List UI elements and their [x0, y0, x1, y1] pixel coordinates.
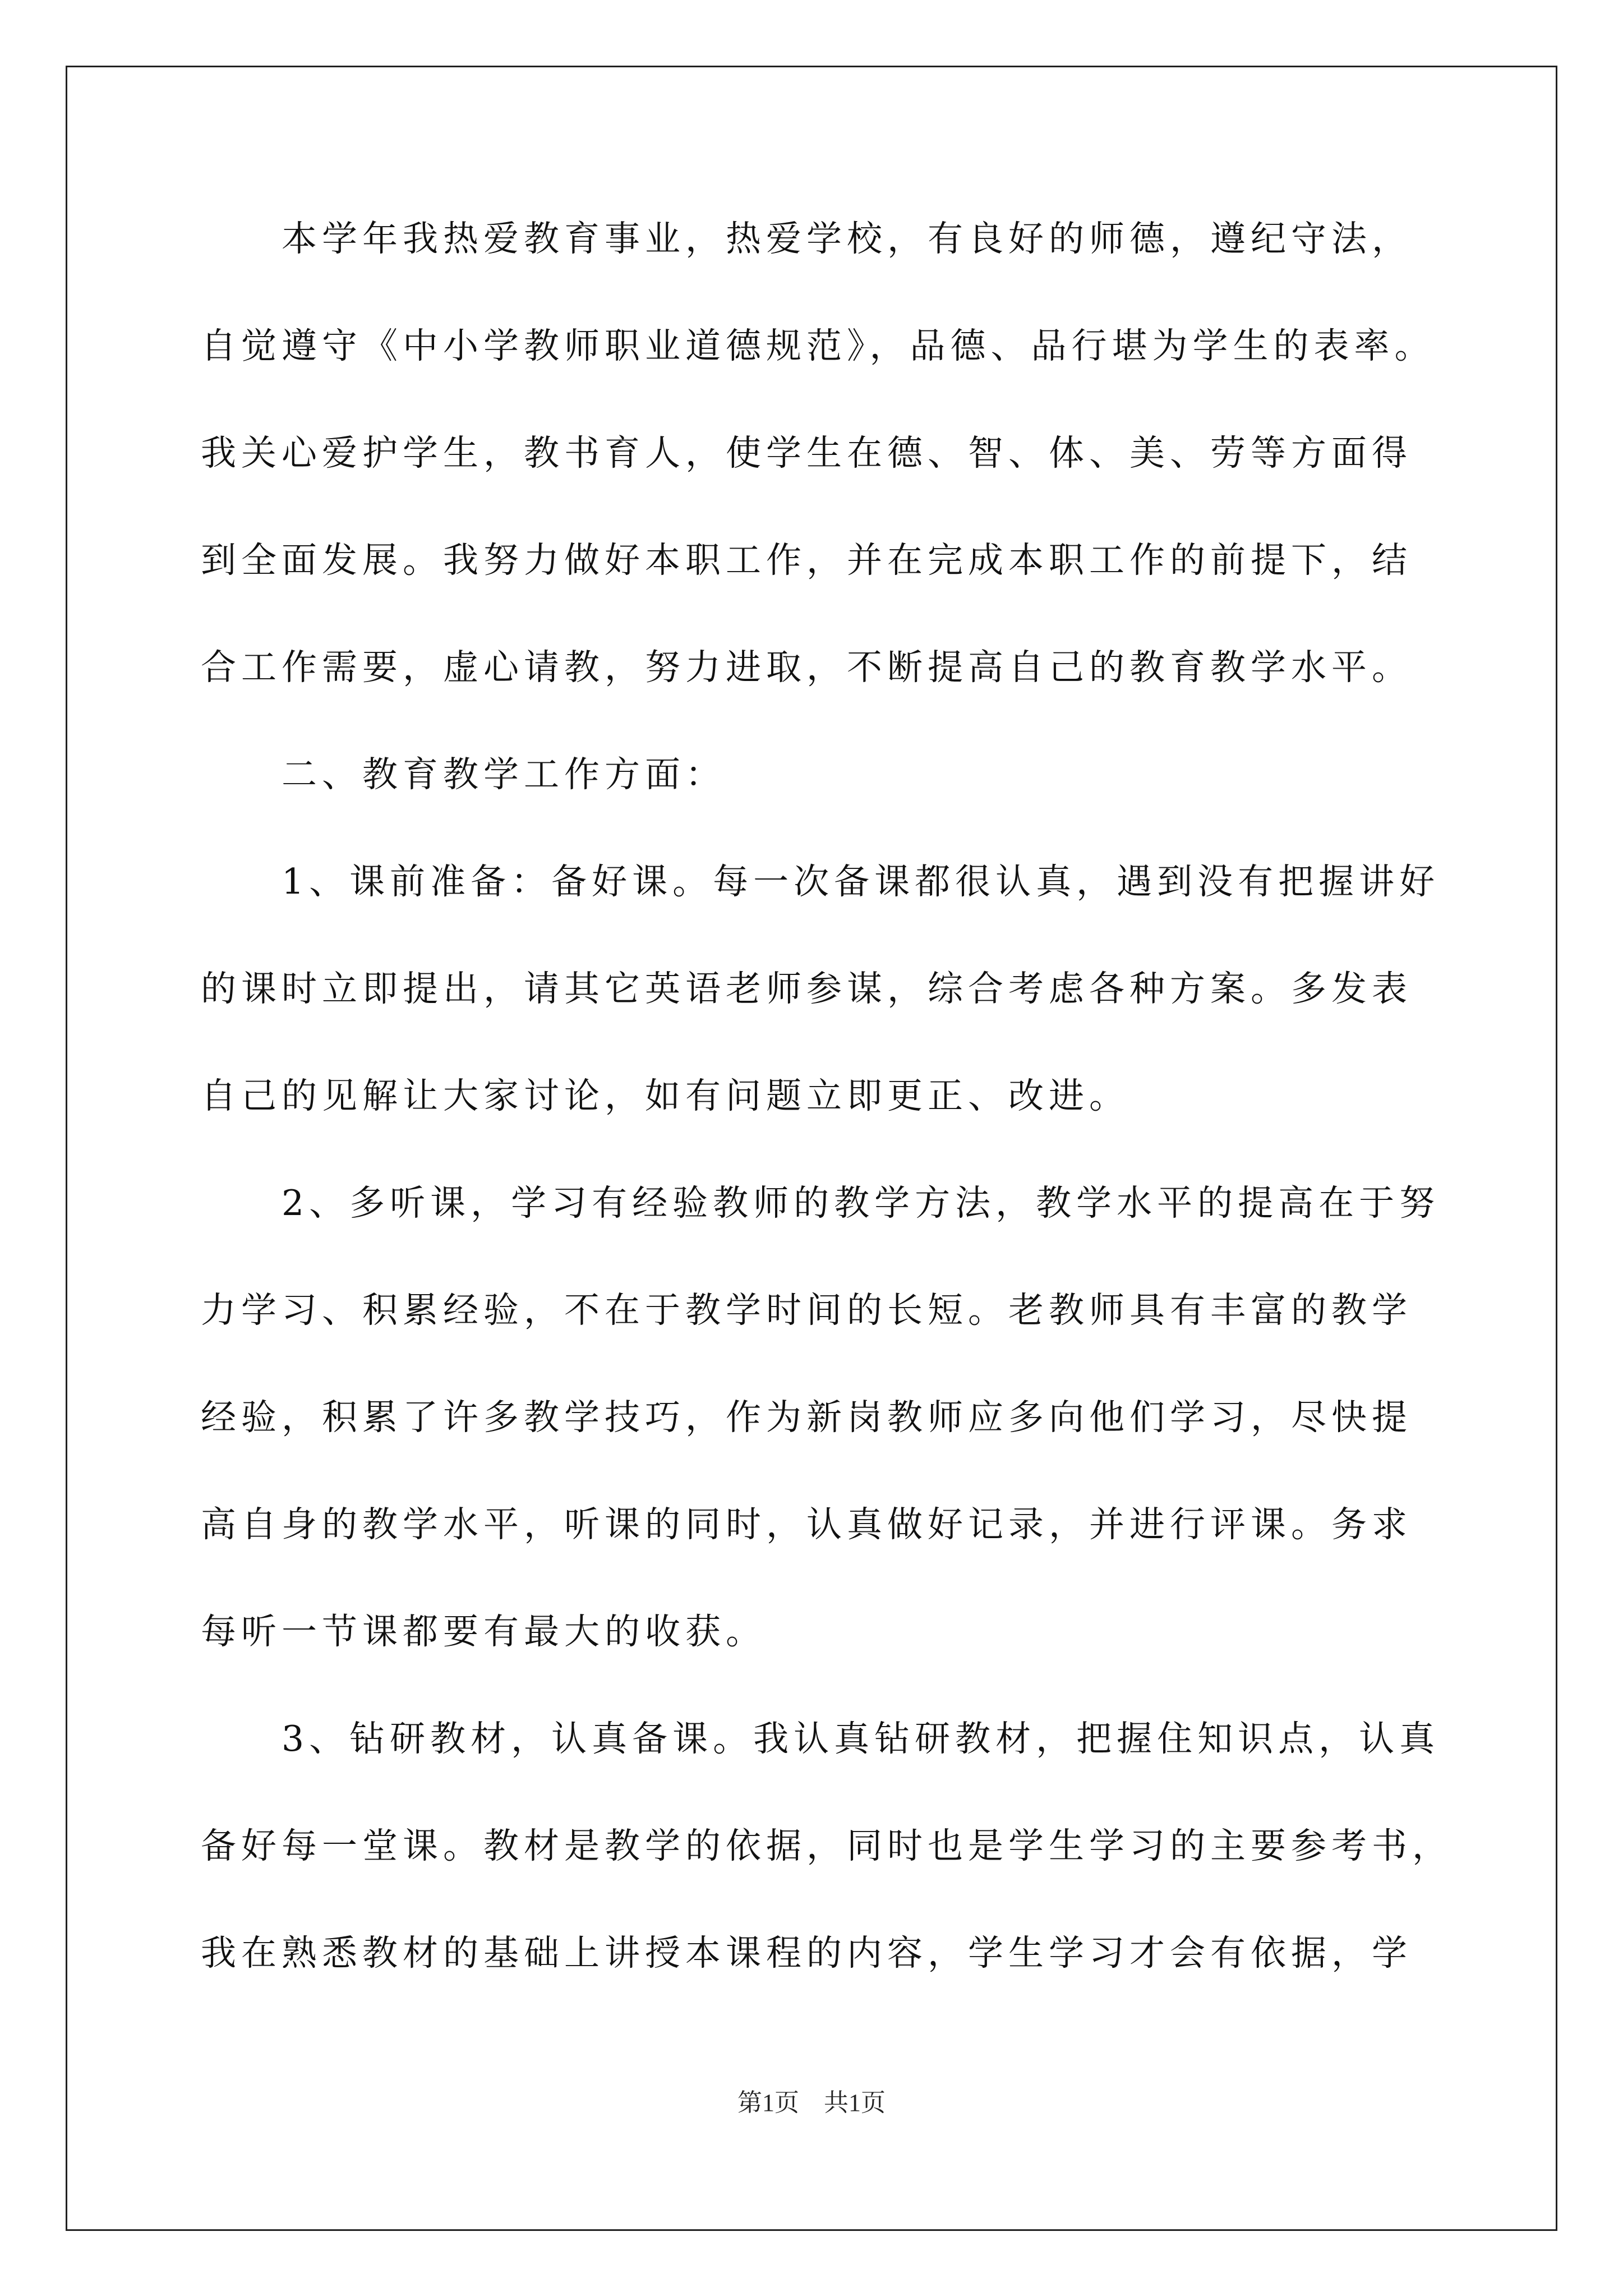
- text-line: 高自身的教学水平，听课的同时，认真做好记录，并进行评课。务求: [201, 1504, 1412, 1545]
- text-line: 自觉遵守《中小学教师职业道德规范》，品德、品行堪为学生的表率。: [201, 325, 1435, 366]
- text-line: 力学习、积累经验，不在于教学时间的长短。老教师具有丰富的教学: [201, 1290, 1412, 1331]
- text-line: 每听一节课都要有最大的收获。: [201, 1611, 766, 1652]
- text-line: 2、多听课，学习有经验教师的教学方法，教学水平的提高在于努: [282, 1182, 1440, 1223]
- text-line: 3、钻研教材，认真备课。我认真钻研教材，把握住知识点，认真: [282, 1718, 1440, 1759]
- text-line: 自己的见解让大家讨论，如有问题立即更正、改进。: [201, 1075, 1129, 1116]
- text-line: 1、课前准备：备好课。每一次备课都很认真，遇到没有把握讲好: [282, 861, 1440, 902]
- text-line: 到全面发展。我努力做好本职工作，并在完成本职工作的前提下，结: [201, 540, 1412, 581]
- text-line: 我关心爱护学生，教书育人，使学生在德、智、体、美、劳等方面得: [201, 432, 1412, 473]
- document-body: [201, 213, 1453, 2035]
- text-line: 合工作需要，虚心请教，努力进取，不断提高自己的教育教学水平。: [201, 647, 1412, 688]
- text-line: 经验，积累了许多教学技巧，作为新岗教师应多向他们学习，尽快提: [201, 1397, 1412, 1438]
- text-line: 备好每一堂课。教材是教学的依据，同时也是学生学习的主要参考书，: [201, 1825, 1453, 1866]
- text-line: 的课时立即提出，请其它英语老师参谋，综合考虑各种方案。多发表: [201, 968, 1412, 1009]
- text-line: 本学年我热爱教育事业，热爱学校，有良好的师德，遵纪守法，: [282, 218, 1412, 259]
- page-number-footer: 第1页 共1页: [737, 2089, 886, 2116]
- section-heading: 二、教育教学工作方面：: [282, 754, 726, 795]
- text-line: 我在熟悉教材的基础上讲授本课程的内容，学生学习才会有依据，学: [201, 1932, 1412, 1973]
